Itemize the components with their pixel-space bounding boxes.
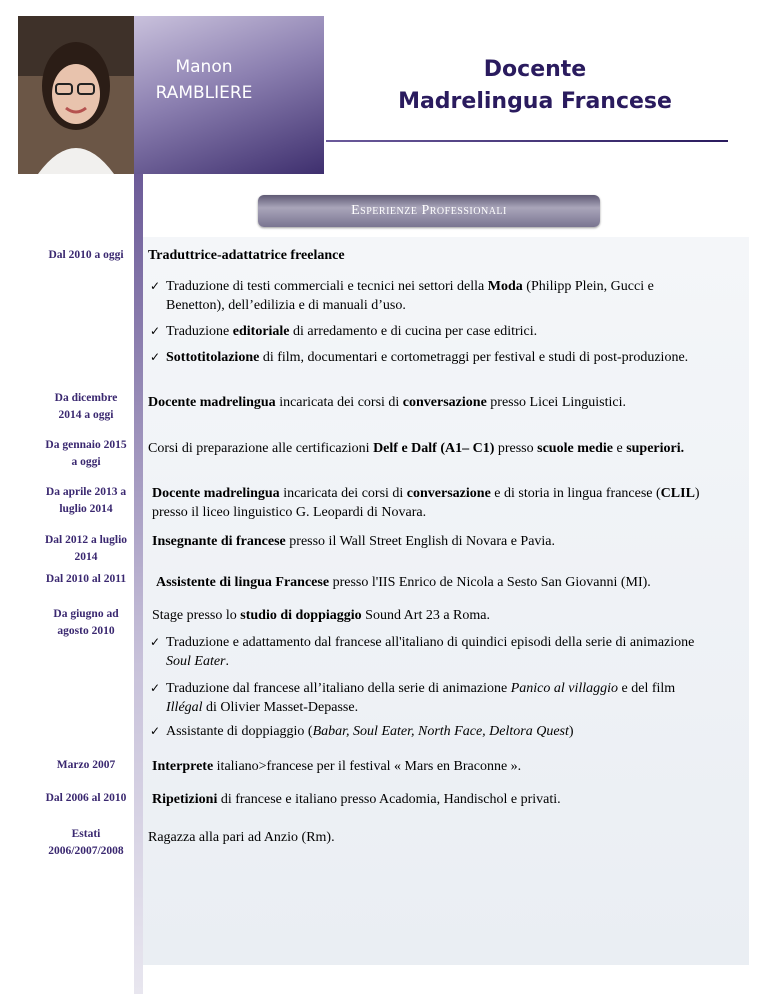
date-7: Da giugno ad agosto 2010: [53, 608, 119, 637]
bullet-1-1: ✓ Traduzione di testi commerciali e tecnici nei settori della Moda (Philipp Plein, Gucci e Benetton), dell’edilizia e di manuali d’uso.: [150, 279, 654, 313]
date-3: Da gennaio 2015 a oggi: [45, 439, 127, 468]
entry-6: Assistente di lingua Francese presso l'IIS Enrico de Nicola a Sesto San Giovanni (MI).: [156, 575, 651, 590]
check-icon: ✓: [150, 635, 161, 649]
date-2: Da dicembre 2014 a oggi: [54, 392, 118, 421]
entry-1: Traduttrice-adattatrice freelance: [148, 248, 345, 263]
check-icon: ✓: [150, 350, 161, 364]
page-title: Docente Madrelingua Francese: [398, 57, 672, 114]
entry-8: Interprete italiano>francese per il festival « Mars en Braconne ».: [152, 759, 522, 774]
entry-7: Stage presso lo studio di doppiaggio Sound Art 23 a Roma.: [152, 608, 490, 623]
date-4: Da aprile 2013 a luglio 2014: [45, 486, 127, 515]
check-icon: ✓: [150, 324, 161, 338]
check-icon: ✓: [150, 279, 161, 293]
name-panel: [134, 16, 324, 174]
date-8: Marzo 2007: [56, 759, 116, 771]
entry-10: Ragazza alla pari ad Anzio (Rm).: [148, 830, 335, 845]
section-title: Esperienze Professionali: [351, 203, 507, 218]
date-9: Dal 2006 al 2010: [45, 792, 127, 804]
bullet-7-3: ✓ Assistante di doppiaggio (Babar, Soul Eater, North Face, Deltora Quest): [150, 724, 574, 739]
bullet-1-2: ✓ Traduzione editoriale di arredamento e di cucina per case editrici.: [150, 324, 538, 339]
profile-photo: [18, 16, 134, 174]
entry-3: Corsi di preparazione alle certificazioni Delf e Dalf (A1– C1) presso scuole medie e superiori.: [148, 441, 685, 456]
bullet-7-2: ✓ Traduzione dal francese all’italiano della serie di animazione Panico al villaggio e del film Illégal di Olivier Masset-Depasse.: [150, 681, 676, 715]
entry-4: Docente madrelingua incaricata dei corsi di conversazione e di storia in lingua francese (CLIL) presso il liceo linguistico G. Leopardi di Novara.: [152, 486, 700, 520]
date-5: Dal 2012 a luglio 2014: [44, 534, 128, 563]
date-6: Dal 2010 al 2011: [45, 573, 127, 585]
candidate-name: Manon RAMBLIERE: [155, 57, 253, 103]
date-1: Dal 2010 a oggi: [48, 249, 124, 261]
entry-5: Insegnante di francese presso il Wall Street English di Novara e Pavia.: [152, 534, 556, 549]
bullet-1-3: ✓ Sottotitolazione di film, documentari e cortometraggi per festival e studi di post-produzione.: [150, 350, 689, 365]
date-10: Estati 2006/2007/2008: [48, 828, 124, 857]
bullet-7-1: ✓ Traduzione e adattamento dal francese all'italiano di quindici episodi della serie di animazione Soul Eater.: [150, 635, 695, 669]
entry-2: Docente madrelingua incaricata dei corsi di conversazione presso Licei Linguistici.: [148, 395, 626, 410]
section-header: [258, 195, 600, 227]
check-icon: ✓: [150, 681, 161, 695]
entry-9: Ripetizioni di francese e italiano presso Acadomia, Handischol e privati.: [152, 792, 561, 807]
content-panel: [143, 237, 749, 965]
title-divider: [326, 140, 728, 142]
check-icon: ✓: [150, 724, 161, 738]
